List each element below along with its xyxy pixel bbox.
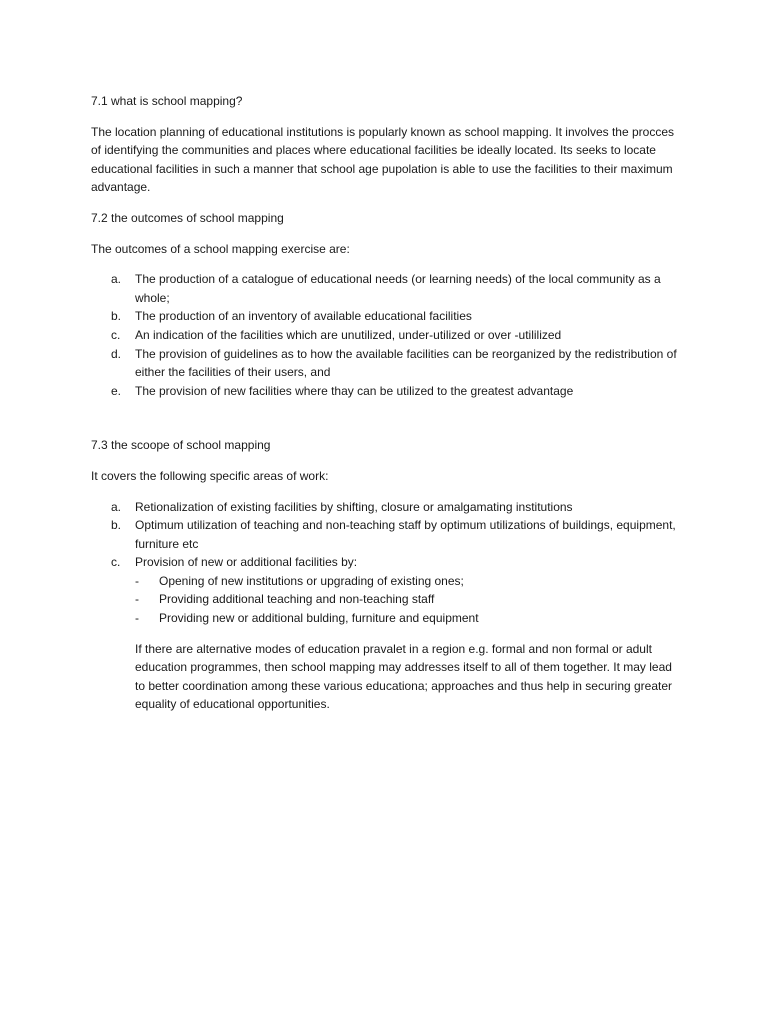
list-item-text: An indication of the facilities which are unutilized, under-utilized or over -utililized xyxy=(135,327,562,342)
sublist-marker: - xyxy=(135,592,139,607)
list-marker: b. xyxy=(111,309,122,324)
list-marker: d. xyxy=(111,346,122,361)
outcomes-list xyxy=(91,270,681,400)
list-item xyxy=(91,553,681,627)
sublist-marker: - xyxy=(135,573,139,588)
list-marker: c. xyxy=(111,327,121,342)
sublist-item-text: Providing new or additional bulding, furniture and equipment xyxy=(159,611,479,626)
sublist-item xyxy=(135,609,681,628)
section-heading-7-1: 7.1 what is school mapping? xyxy=(91,94,243,108)
section-heading-7-3: 7.3 the scoope of school mapping xyxy=(91,438,271,453)
list-item-text xyxy=(135,553,681,627)
section-intro-7-2: The outcomes of a school mapping exercise are: xyxy=(91,241,350,256)
section-paragraph-7-1: The location planning of educational institutions is popularly known as school mapping. It involves the procces of identifying the communities and places where educational facilities be ideally located. Its seeks to locate educational facilities in such a manner that school age pupolation is able to use the facilities to their maximum advantage. xyxy=(91,124,675,195)
document-page xyxy=(91,92,681,714)
list-marker: a. xyxy=(111,499,122,514)
list-item-label: Provision of new or additional facilities by: xyxy=(135,555,358,570)
list-item xyxy=(91,307,681,326)
list-marker: b. xyxy=(111,518,122,533)
section-intro-7-3: It covers the following specific areas of work: xyxy=(91,468,329,483)
closing-paragraph: If there are alternative modes of education pravalet in a region e.g. formal and non formal or adult education programmes, then school mapping may addresses itself to all of them together. It may lead to better coordination among these various educationa; approaches and thus help in securing greater equality of educational opportunities. xyxy=(135,641,673,712)
list-item-text: The production of an inventory of available educational facilities xyxy=(135,309,472,324)
list-marker: c. xyxy=(111,555,121,570)
list-item xyxy=(91,270,681,307)
list-item-text: The provision of guidelines as to how the available facilities can be reorganized by the redistribution of either the facilities of their users, and xyxy=(135,346,677,380)
scope-list xyxy=(91,498,681,628)
sublist-item-text: Opening of new institutions or upgrading of existing ones; xyxy=(159,573,464,588)
list-item-text: The provision of new facilities where thay can be utilized to the greatest advantage xyxy=(135,383,574,398)
list-marker: e. xyxy=(111,383,122,398)
section-spacer xyxy=(91,412,681,436)
list-item xyxy=(91,326,681,345)
list-item-text: Optimum utilization of teaching and non-teaching staff by optimum utilizations of buildings, equipment, furniture etc xyxy=(135,518,676,551)
list-item xyxy=(91,382,681,401)
section-heading-7-2: 7.2 the outcomes of school mapping xyxy=(91,210,284,225)
sublist-item xyxy=(135,572,681,591)
list-item-text: Retionalization of existing facilities by shifting, closure or amalgamating institutions xyxy=(135,499,573,514)
list-item xyxy=(91,516,681,553)
list-item-text: The production of a catalogue of educational needs (or learning needs) of the local community as a whole; xyxy=(135,272,661,305)
sublist-item xyxy=(135,590,681,609)
sublist-marker: - xyxy=(135,611,139,626)
list-item xyxy=(91,498,681,517)
sublist-item-text: Providing additional teaching and non-teaching staff xyxy=(159,592,435,607)
list-item xyxy=(91,345,681,382)
list-marker: a. xyxy=(111,272,122,287)
provision-sublist xyxy=(135,572,681,628)
